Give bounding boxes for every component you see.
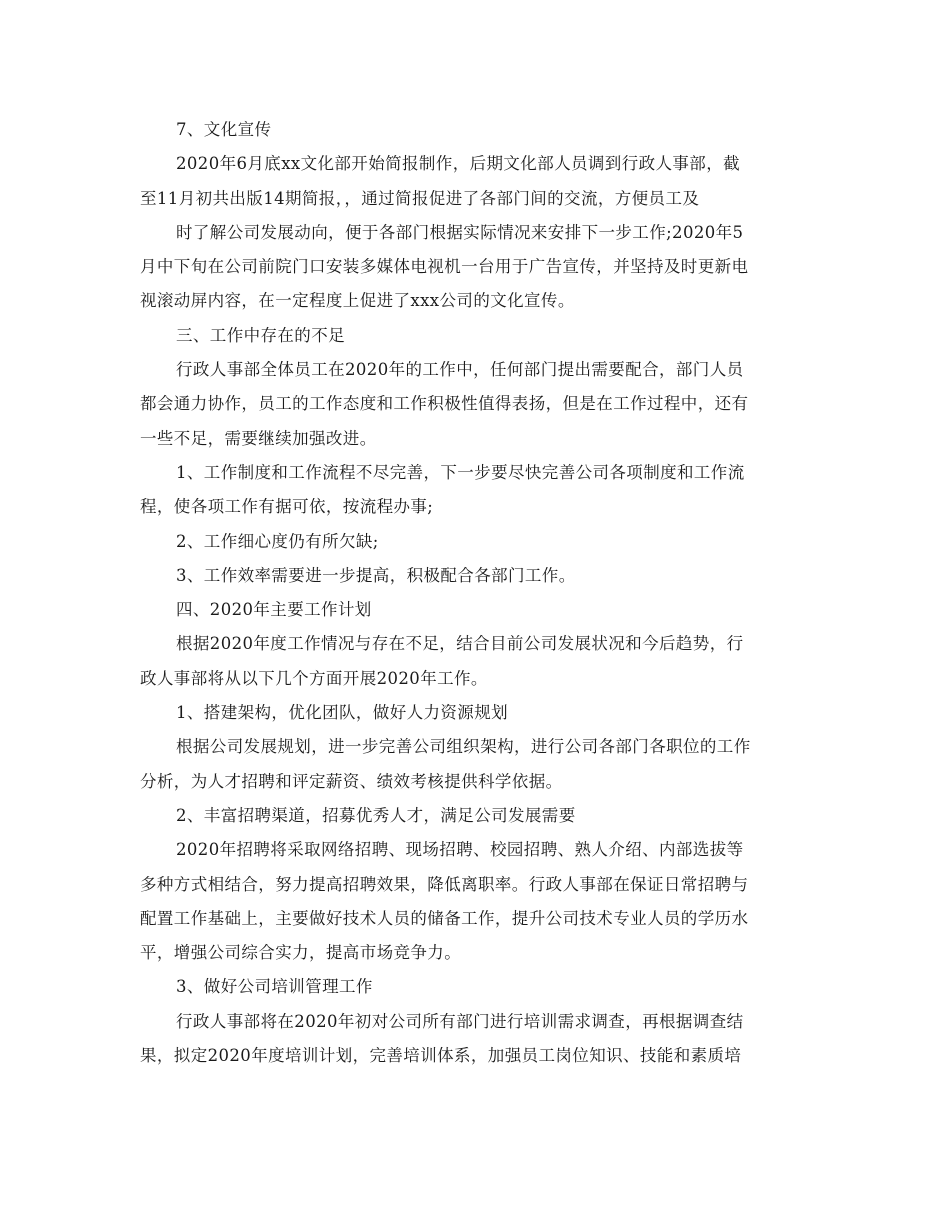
text-line: 至11月初共出版14期简报，，通过简报促进了各部门间的交流，方便员工及 — [140, 188, 700, 208]
text-line: 行政人事部全体员工在2020年的工作中，任何部门提出需要配合，部门人员 — [176, 360, 744, 380]
text-line: 1、工作制度和工作流程不尽完善，下一步要尽快完善公司各项制度和工作流 — [176, 462, 745, 482]
text-line: 行政人事部将在2020年初对公司所有部门进行培训需求调查，再根据调查结 — [176, 1011, 744, 1031]
text-line: 1、搭建架构，优化团队，做好人力资源规划 — [176, 703, 508, 723]
text-line: 三、工作中存在的不足 — [176, 325, 345, 345]
text-line: 2020年招聘将采取网络招聘、现场招聘、校园招聘、熟人介绍、内部选拔等 — [176, 840, 744, 860]
text-line: 2、丰富招聘渠道，招募优秀人才，满足公司发展需要 — [176, 805, 576, 825]
document-body — [140, 113, 812, 1073]
text-line: 2020年6月底xx文化部开始简报制作，后期文化部人员调到行政人事部，截 — [176, 154, 740, 174]
text-line: 四、2020年主要工作计划 — [176, 600, 372, 620]
text-line: 视滚动屏内容，在一定程度上促进了xxx公司的文化宣传。 — [140, 291, 575, 311]
text-line: 根据公司发展规划，进一步完善公司组织架构，进行公司各部门各职位的工作 — [176, 737, 751, 757]
text-line: 7、文化宣传 — [176, 120, 272, 139]
text-line: 果，拟定2020年度培训计划，完善培训体系，加强员工岗位知识、技能和素质培 — [140, 1046, 742, 1066]
text-line: 2、工作细心度仍有所欠缺; — [176, 531, 379, 551]
text-line: 3、工作效率需要进一步提高，积极配合各部门工作。 — [176, 565, 576, 585]
text-line: 3、做好公司培训管理工作 — [176, 977, 373, 997]
text-line: 平，增强公司综合实力，提高市场竞争力。 — [140, 943, 462, 963]
text-line: 政人事部将从以下几个方面开展2020年工作。 — [140, 668, 488, 688]
text-line: 多种方式相结合，努力提高招聘效果，降低离职率。行政人事部在保证日常招聘与 — [140, 874, 749, 894]
text-line: 时了解公司发展动向，便于各部门根据实际情况来安排下一步工作;2020年5 — [176, 222, 744, 242]
text-line: 根据2020年度工作情况与存在不足，结合目前公司发展状况和今后趋势，行 — [176, 634, 744, 654]
text-line: 一些不足，需要继续加强改进。 — [140, 428, 377, 448]
text-line: 都会通力协作，员工的工作态度和工作积极性值得表扬，但是在工作过程中，还有 — [140, 394, 749, 414]
text-line: 分析，为人才招聘和评定薪资、绩效考核提供科学依据。 — [140, 771, 563, 791]
text-line: 月中下旬在公司前院门口安装多媒体电视机一台用于广告宣传，并坚持及时更新电 — [140, 257, 749, 277]
text-line: 程，使各项工作有据可依，按流程办事; — [140, 497, 434, 517]
text-line: 配置工作基础上，主要做好技术人员的储备工作，提升公司技术专业人员的学历水 — [140, 908, 749, 928]
